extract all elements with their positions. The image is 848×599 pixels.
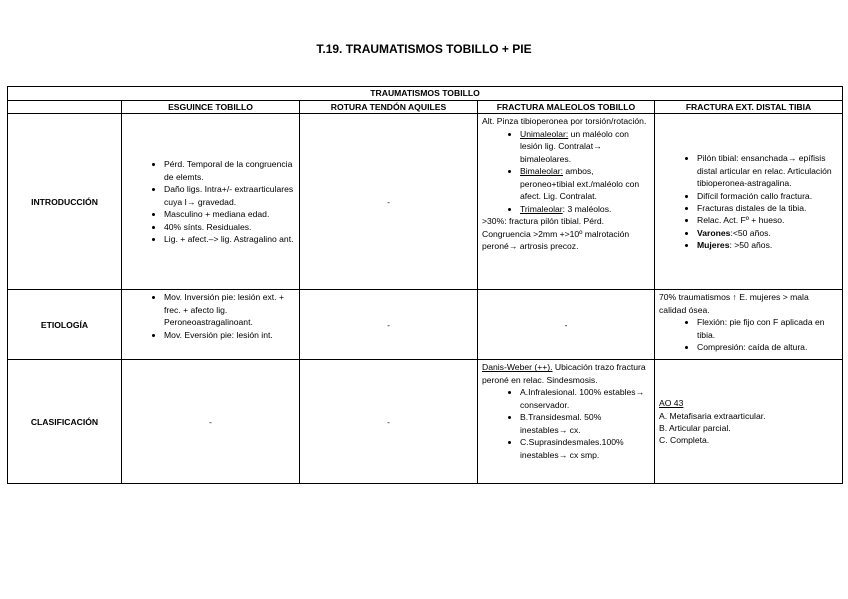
list-item: • Masculino + mediana edad. xyxy=(164,208,295,220)
cell-clas-esguince: - xyxy=(122,360,300,484)
cell-intro-maleolos xyxy=(478,114,655,290)
term-text: : 3 maléolos. xyxy=(562,203,612,214)
list-item: • 40% sínts. Residuales. xyxy=(164,221,295,233)
list-item: • Compresión: caída de altura. xyxy=(697,341,838,353)
cell-etio-distal xyxy=(655,290,843,360)
term: Danis-Weber (++). xyxy=(482,362,553,373)
cell-etio-aquiles: - xyxy=(300,290,478,360)
list-item: • Fracturas distales de la tibia. xyxy=(697,202,838,214)
trauma-table xyxy=(7,86,843,484)
table-row-introduccion xyxy=(8,114,843,290)
list-item: • B.Transidesmal. 50% inestables→ cx. xyxy=(520,411,650,436)
cell-etio-maleolos: - xyxy=(478,290,655,360)
list-item: • Lig. + afect.–> lig. Astragalino ant. xyxy=(164,233,295,245)
list-item: • Mov. Inversión pie: lesión ext. + frec. + afecto lig. Peroneoastragalinoant. xyxy=(164,291,295,328)
term-text: Ubicación trazo fractura peroné en relac. Sindesmosis. xyxy=(482,362,646,385)
term: Bimaleolar: xyxy=(520,166,563,177)
cell-intro-esguince xyxy=(122,114,300,290)
table-caption: TRAUMATISMOS TOBILLO xyxy=(8,87,843,101)
term: Trimaleolar xyxy=(520,203,563,214)
column-header-empty xyxy=(8,100,122,114)
column-header-aquiles: ROTURA TENDÓN AQUILES xyxy=(300,100,478,114)
distal-etio-intro: 70% traumatismos ↑ E. mujeres > mala calidad ósea. xyxy=(659,292,809,315)
bullet-list xyxy=(659,316,838,353)
row-label-etiologia: ETIOLOGÍA xyxy=(8,290,122,360)
table-row-clasificacion xyxy=(8,360,843,484)
list-item: • Pilón tibial: ensanchada→ epífisis distal articular en relac. Articulación tibioperonea-astragalina. xyxy=(697,152,838,189)
cell-clas-distal xyxy=(655,360,843,484)
list-item xyxy=(697,227,838,239)
row-label-introduccion: INTRODUCCIÓN xyxy=(8,114,122,290)
column-header-maleolos: FRACTURA MALEOLOS TOBILLO xyxy=(478,100,655,114)
cell-clas-aquiles: - xyxy=(300,360,478,484)
table-row-etiologia xyxy=(8,290,843,360)
list-item: • C.Suprasindesmales.100% inestables→ cx smp. xyxy=(520,436,650,461)
cell-etio-esguince xyxy=(122,290,300,360)
list-item xyxy=(520,203,650,215)
term-text: ambos, peroneo+tibial ext./maléolo con afect. Lig. Contralat. xyxy=(520,166,640,202)
cell-clas-maleolos xyxy=(478,360,655,484)
column-header-distal: FRACTURA EXT. DISTAL TIBIA xyxy=(655,100,843,114)
column-header-esguince: ESGUINCE TOBILLO xyxy=(122,100,300,114)
bullet-list xyxy=(126,291,295,341)
cell-intro-aquiles: - xyxy=(300,114,478,290)
list-item: • Pérd. Temporal de la congruencia de elemts. xyxy=(164,158,295,183)
list-item: • Flexión: pie fijo con F aplicada en tibia. xyxy=(697,316,838,341)
ao-heading: AO 43 xyxy=(659,398,684,409)
term: Varones xyxy=(697,227,731,238)
maleolos-outro: >30%: fractura pilón tibial. Pérd. Congruencia >2mm +>10º malrotación peroné→ artrosis precoz. xyxy=(482,216,630,251)
maleolos-clas-intro xyxy=(482,361,650,386)
bullet-list xyxy=(482,386,650,461)
document-title: T.19. TRAUMATISMOS TOBILLO + PIE xyxy=(316,42,532,56)
term-text: un maléolo con lesión lig. Contralat→ bimaleolares. xyxy=(520,128,629,164)
term: Unimaleolar: xyxy=(520,128,569,139)
term-text: : >50 años. xyxy=(729,240,773,251)
list-item xyxy=(520,165,650,202)
ao-line: C. Completa. xyxy=(659,435,710,446)
bullet-list xyxy=(126,158,295,245)
list-item: • Difícil formación callo fractura. xyxy=(697,190,838,202)
ao-line: A. Metafisaria extraarticular. xyxy=(659,410,766,421)
cell-intro-distal xyxy=(655,114,843,290)
list-item: • Daño ligs. Intra+/- extraarticulares cuya I→ gravedad. xyxy=(164,183,295,208)
term-text: :<50 años. xyxy=(730,227,771,238)
list-item xyxy=(520,128,650,165)
term: Mujeres xyxy=(697,240,730,251)
row-label-clasificacion: CLASIFICACIÓN xyxy=(8,360,122,484)
list-item xyxy=(697,239,838,251)
list-item: • A.Infralesional. 100% estables→ conservador. xyxy=(520,386,650,411)
bullet-list xyxy=(659,152,838,252)
list-item: • Relac. Act. Fº + hueso. xyxy=(697,214,838,226)
maleolos-intro: Alt. Pinza tibioperonea por torsión/rotación. xyxy=(482,116,647,127)
bullet-list xyxy=(482,128,650,215)
list-item: • Mov. Eversión pie: lesión int. xyxy=(164,329,295,341)
ao-line: B. Articular parcial. xyxy=(659,422,731,433)
